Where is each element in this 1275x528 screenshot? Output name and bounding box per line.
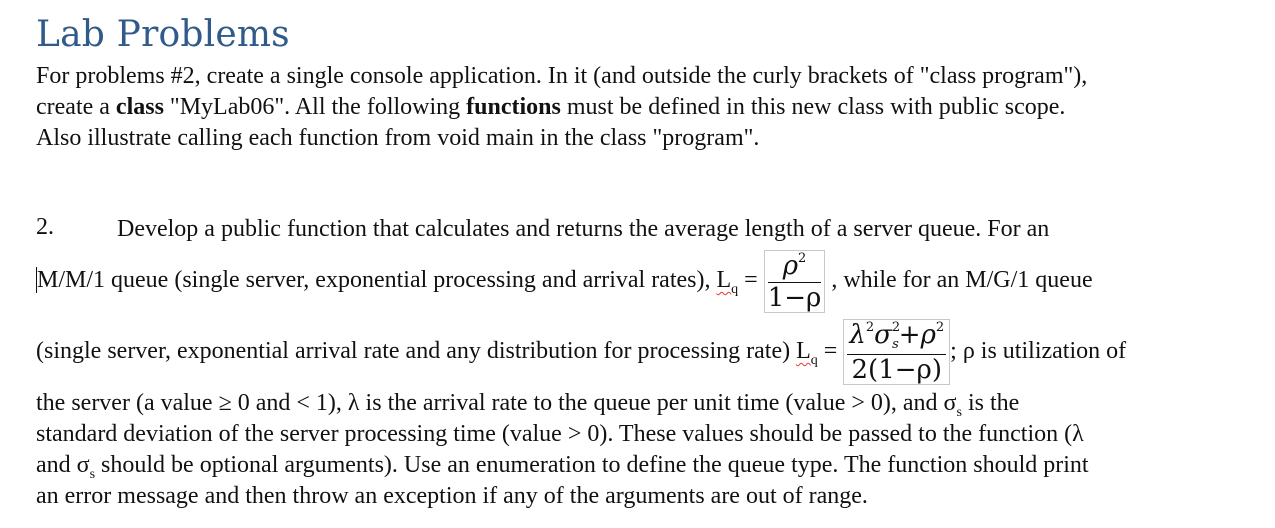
- intro-text: must be defined in this new class with public scope.: [560, 94, 1066, 120]
- formula-mm1[interactable]: [764, 250, 826, 313]
- lq-symbol: $L_q$: [716, 267, 739, 297]
- problem-line-7: an error message and then throw an exception if any of the arguments are out of range.: [36, 483, 868, 509]
- formula-mm1-denominator: 1−ρ: [767, 282, 822, 313]
- keyword-functions: functions: [466, 94, 561, 120]
- page-heading: Lab Problems: [36, 14, 290, 55]
- problem-text: , while for an M/G/1 queue: [825, 267, 1093, 293]
- intro-line-2: [36, 92, 1065, 122]
- intro-text: create a: [36, 94, 116, 120]
- intro-text: "MyLab06". All the following: [163, 94, 467, 120]
- problem-text: M/M/1 queue (single server, exponential processing and arrival rates),: [37, 267, 717, 293]
- equals-sign: =: [738, 267, 764, 293]
- problem-line-3: [36, 316, 1126, 396]
- formula-mg1-numerator: $\lambda^2\sigma^2_s+\rho^2$: [847, 321, 946, 355]
- intro-line-3: Also illustrate calling each function from void main in the class "program".: [36, 125, 760, 151]
- problem-text: (single server, exponential arrival rate and any distribution for processing rate): [36, 338, 797, 364]
- formula-mg1[interactable]: [843, 319, 950, 385]
- intro-line-1: For problems #2, create a single console application. In it (and outside the curly brackets of "class program"),: [36, 63, 1088, 89]
- problem-line-6: and $\sigma_s$ should be optional arguments). Use an enumeration to define the queue type. The function should print: [36, 452, 1089, 482]
- problem-number: 2.: [36, 214, 54, 240]
- formula-mg1-denominator: 2(1−ρ): [851, 355, 942, 386]
- equals-sign: =: [817, 338, 844, 364]
- problem-line-1: Develop a public function that calculates and returns the average length of a server queue. For an: [117, 216, 1050, 242]
- problem-line-2: [36, 248, 1093, 322]
- keyword-class: class: [115, 94, 164, 120]
- formula-mm1-numerator: $\rho^2$: [768, 252, 822, 283]
- lq-symbol: $L_q$: [796, 338, 818, 368]
- problem-line-5: standard deviation of the server processing time (value > 0). These values should be passed to the function (λ: [36, 421, 1084, 447]
- problem-text: ; ρ is utilization of: [950, 338, 1127, 364]
- problem-line-4: the server (a value ≥ 0 and < 1), λ is the arrival rate to the queue per unit time (value > 0), and $\sigma_s$ is the: [36, 390, 1020, 420]
